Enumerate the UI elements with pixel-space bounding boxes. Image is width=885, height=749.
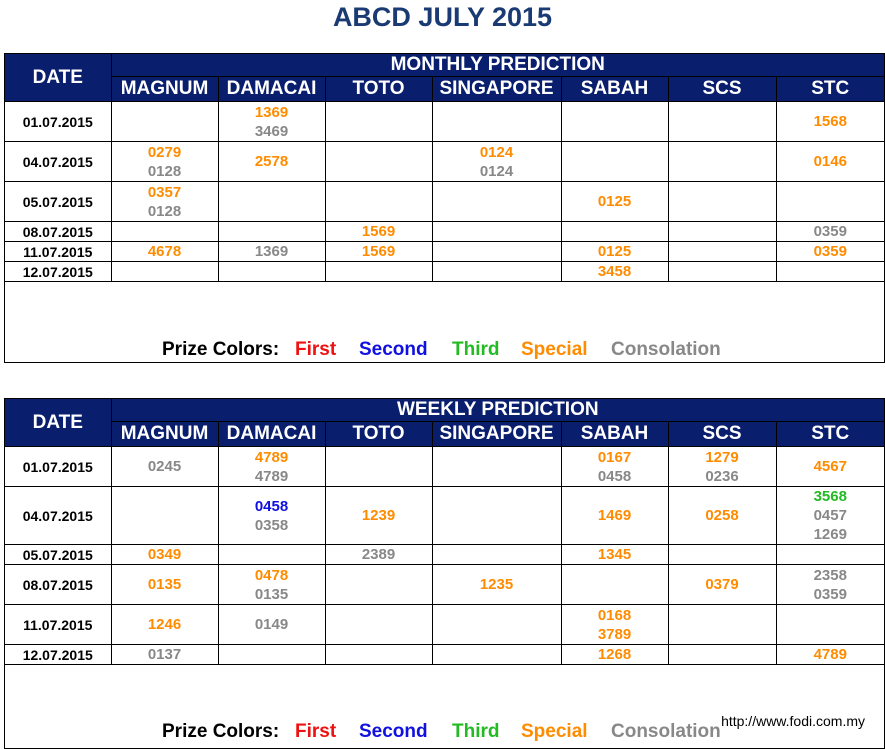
- prediction-cell-stc: [776, 645, 884, 665]
- column-header-magnum: MAGNUM: [111, 77, 218, 102]
- column-header-toto: TOTO: [325, 77, 432, 102]
- page-title: ABCD JULY 2015: [332, 2, 553, 32]
- table-row: [5, 447, 884, 487]
- predicted-number: 0125: [597, 193, 632, 210]
- column-header-scs: SCS: [668, 422, 776, 447]
- row-date: 11.07.2015: [5, 242, 111, 262]
- prediction-cell-magnum: [111, 645, 218, 665]
- prediction-cell-toto: [325, 565, 432, 605]
- prediction-cell-singapore: [432, 565, 561, 605]
- predicted-number: 0128: [147, 202, 182, 220]
- table-row: [5, 605, 884, 645]
- row-date: 08.07.2015: [5, 222, 111, 242]
- prediction-cell-damacai: [218, 545, 325, 565]
- legend-special: Special: [521, 721, 588, 742]
- column-header-singapore: SINGAPORE: [432, 422, 561, 447]
- predicted-number: 4789: [813, 646, 847, 663]
- prediction-cell-magnum: [111, 242, 218, 262]
- weekly-column-headers: [5, 422, 884, 447]
- predicted-number: 1568: [813, 113, 847, 130]
- column-header-singapore: SINGAPORE: [432, 77, 561, 102]
- predicted-number: 2389: [361, 546, 396, 563]
- prediction-cell-magnum: [111, 565, 218, 605]
- prediction-cell-magnum: [111, 487, 218, 545]
- prediction-cell-toto: [325, 182, 432, 222]
- predicted-number: 1569: [361, 243, 396, 260]
- prediction-cell-toto: [325, 102, 432, 142]
- predicted-number: 1269: [813, 526, 847, 543]
- predicted-number: 4567: [813, 458, 847, 475]
- prediction-cell-damacai: [218, 222, 325, 242]
- prediction-cell-scs: [668, 545, 776, 565]
- prediction-cell-sabah: [561, 605, 668, 645]
- predicted-number: 4678: [147, 243, 182, 260]
- empty-filler-row: [5, 665, 884, 667]
- prediction-cell-singapore: [432, 447, 561, 487]
- predicted-number: 0149: [254, 616, 289, 633]
- legend-first: First: [295, 339, 337, 360]
- prediction-cell-scs: [668, 487, 776, 545]
- prediction-cell-scs: [668, 242, 776, 262]
- predicted-number: 0125: [597, 243, 632, 260]
- weekly-title: WEEKLY PREDICTION: [111, 399, 884, 422]
- prediction-cell-magnum: [111, 182, 218, 222]
- predicted-number: 0379: [705, 576, 739, 593]
- prediction-cell-damacai: [218, 487, 325, 545]
- prediction-cell-toto: [325, 142, 432, 182]
- predicted-number: 3469: [254, 122, 289, 140]
- predicted-number: 0168: [597, 606, 632, 624]
- predicted-number: 1369: [254, 243, 289, 260]
- table-row: [5, 242, 884, 262]
- predicted-number: 1469: [597, 507, 632, 524]
- row-date: 04.07.2015: [5, 142, 111, 182]
- predicted-number: 1235: [479, 576, 514, 593]
- table-row: [5, 645, 884, 665]
- legend-special: Special: [521, 339, 588, 360]
- prediction-cell-singapore: [432, 142, 561, 182]
- prediction-cell-scs: [668, 447, 776, 487]
- prediction-cell-singapore: [432, 222, 561, 242]
- prediction-cell-scs: [668, 142, 776, 182]
- predicted-number: 1268: [597, 646, 632, 663]
- legend-first: First: [295, 721, 337, 742]
- column-header-magnum: MAGNUM: [111, 422, 218, 447]
- prediction-cell-singapore: [432, 262, 561, 282]
- predicted-number: 1279: [705, 448, 739, 466]
- row-date: 12.07.2015: [5, 645, 111, 665]
- predicted-number: 4789: [254, 467, 289, 485]
- prediction-cell-stc: [776, 565, 884, 605]
- predicted-number: 0124: [479, 162, 514, 180]
- prediction-cell-damacai: [218, 447, 325, 487]
- predicted-number: 0128: [147, 162, 182, 180]
- prediction-cell-scs: [668, 182, 776, 222]
- predicted-number: 0279: [147, 143, 182, 161]
- footer-url: http://www.fodi.com.my: [721, 713, 865, 729]
- prediction-cell-damacai: [218, 565, 325, 605]
- prediction-cell-sabah: [561, 242, 668, 262]
- legend-label: Prize Colors:: [162, 721, 280, 742]
- prediction-cell-stc: [776, 487, 884, 545]
- table-row: [5, 142, 884, 182]
- row-date: 12.07.2015: [5, 262, 111, 282]
- table-row: [5, 545, 884, 565]
- prediction-cell-toto: [325, 545, 432, 565]
- prediction-cell-damacai: [218, 262, 325, 282]
- prediction-cell-sabah: [561, 182, 668, 222]
- prediction-cell-sabah: [561, 102, 668, 142]
- prediction-cell-stc: [776, 182, 884, 222]
- table-row: [5, 487, 884, 545]
- prediction-cell-scs: [668, 605, 776, 645]
- prediction-cell-toto: [325, 447, 432, 487]
- predicted-number: 0359: [813, 585, 847, 603]
- predicted-number: 0167: [597, 448, 632, 466]
- row-date: 08.07.2015: [5, 565, 111, 605]
- predicted-number: 1246: [147, 616, 182, 633]
- date-header: DATE: [5, 54, 111, 102]
- prediction-cell-magnum: [111, 545, 218, 565]
- predicted-number: 1369: [254, 103, 289, 121]
- legend-consolation: Consolation: [611, 339, 721, 360]
- prediction-cell-damacai: [218, 645, 325, 665]
- predicted-number: 0236: [705, 467, 739, 485]
- predicted-number: 0358: [254, 516, 289, 534]
- predicted-number: 0458: [597, 467, 632, 485]
- prediction-cell-stc: [776, 142, 884, 182]
- prediction-cell-toto: [325, 242, 432, 262]
- legend-third: Third: [452, 721, 500, 742]
- prediction-cell-toto: [325, 487, 432, 545]
- prediction-cell-sabah: [561, 447, 668, 487]
- weekly-prediction-panel: [4, 398, 885, 749]
- row-date: 05.07.2015: [5, 545, 111, 565]
- table-row: [5, 262, 884, 282]
- legend-third: Third: [452, 339, 500, 360]
- prediction-cell-scs: [668, 102, 776, 142]
- predicted-number: 2578: [254, 153, 289, 170]
- column-header-stc: STC: [776, 422, 884, 447]
- column-header-sabah: SABAH: [561, 77, 668, 102]
- monthly-prediction-table: [5, 54, 884, 283]
- prediction-cell-sabah: [561, 222, 668, 242]
- prediction-cell-scs: [668, 262, 776, 282]
- legend-consolation: Consolation: [611, 721, 721, 742]
- predicted-number: 0135: [254, 585, 289, 603]
- predicted-number: 4789: [254, 448, 289, 466]
- prediction-cell-damacai: [218, 142, 325, 182]
- prediction-cell-toto: [325, 605, 432, 645]
- row-date: 11.07.2015: [5, 605, 111, 645]
- row-date: 05.07.2015: [5, 182, 111, 222]
- prediction-cell-singapore: [432, 487, 561, 545]
- prediction-cell-damacai: [218, 182, 325, 222]
- prediction-cell-scs: [668, 222, 776, 242]
- prediction-cell-scs: [668, 565, 776, 605]
- prediction-cell-magnum: [111, 102, 218, 142]
- predicted-number: 3458: [597, 263, 632, 280]
- prediction-cell-scs: [668, 645, 776, 665]
- prediction-cell-stc: [776, 242, 884, 262]
- row-date: 04.07.2015: [5, 487, 111, 545]
- prediction-cell-damacai: [218, 242, 325, 262]
- prediction-cell-magnum: [111, 447, 218, 487]
- prediction-cell-toto: [325, 222, 432, 242]
- predicted-number: 0458: [254, 497, 289, 515]
- column-header-toto: TOTO: [325, 422, 432, 447]
- prediction-cell-sabah: [561, 565, 668, 605]
- prediction-cell-singapore: [432, 182, 561, 222]
- prediction-cell-stc: [776, 262, 884, 282]
- prediction-cell-sabah: [561, 262, 668, 282]
- predicted-number: 0245: [147, 458, 182, 475]
- predicted-number: 0359: [813, 223, 847, 240]
- predicted-number: 0258: [705, 507, 739, 524]
- weekly-prediction-table: [5, 399, 884, 666]
- predicted-number: 2358: [813, 566, 847, 584]
- legend-second: Second: [359, 721, 428, 742]
- predicted-number: 1239: [361, 507, 396, 524]
- predicted-number: 0124: [479, 143, 514, 161]
- prediction-cell-stc: [776, 447, 884, 487]
- predicted-number: 0478: [254, 566, 289, 584]
- prediction-cell-singapore: [432, 545, 561, 565]
- predicted-number: 0135: [147, 576, 182, 593]
- prediction-cell-stc: [776, 605, 884, 645]
- column-header-sabah: SABAH: [561, 422, 668, 447]
- predicted-number: 1345: [597, 546, 632, 563]
- table-row: [5, 182, 884, 222]
- prediction-cell-toto: [325, 262, 432, 282]
- row-date: 01.07.2015: [5, 102, 111, 142]
- prediction-cell-sabah: [561, 142, 668, 182]
- prediction-cell-sabah: [561, 645, 668, 665]
- prediction-cell-singapore: [432, 242, 561, 262]
- prediction-cell-magnum: [111, 142, 218, 182]
- prediction-cell-stc: [776, 222, 884, 242]
- prediction-cell-magnum: [111, 222, 218, 242]
- monthly-title: MONTHLY PREDICTION: [111, 54, 884, 77]
- monthly-column-headers: [5, 77, 884, 102]
- legend-label: Prize Colors:: [162, 339, 280, 360]
- prediction-cell-magnum: [111, 262, 218, 282]
- column-header-scs: SCS: [668, 77, 776, 102]
- prediction-cell-singapore: [432, 102, 561, 142]
- row-date: 01.07.2015: [5, 447, 111, 487]
- prediction-cell-damacai: [218, 605, 325, 645]
- legend-second: Second: [359, 339, 428, 360]
- prediction-cell-stc: [776, 102, 884, 142]
- predicted-number: 1569: [361, 223, 396, 240]
- table-row: [5, 102, 884, 142]
- column-header-stc: STC: [776, 77, 884, 102]
- predicted-number: 0359: [813, 243, 847, 260]
- prediction-cell-damacai: [218, 102, 325, 142]
- predicted-number: 3568: [813, 488, 847, 505]
- table-row: [5, 222, 884, 242]
- predicted-number: 3789: [597, 625, 632, 643]
- empty-filler-row: [5, 282, 884, 284]
- prediction-cell-sabah: [561, 545, 668, 565]
- column-header-damacai: DAMACAI: [218, 77, 325, 102]
- predicted-number: 0146: [813, 153, 847, 170]
- date-header: DATE: [5, 399, 111, 447]
- prediction-cell-magnum: [111, 605, 218, 645]
- column-header-damacai: DAMACAI: [218, 422, 325, 447]
- prediction-cell-stc: [776, 545, 884, 565]
- prediction-cell-singapore: [432, 645, 561, 665]
- monthly-prediction-panel: [4, 53, 885, 363]
- predicted-number: 0349: [147, 546, 182, 563]
- prediction-cell-sabah: [561, 487, 668, 545]
- table-row: [5, 565, 884, 605]
- predicted-number: 0457: [813, 507, 847, 524]
- predicted-number: 0357: [147, 183, 182, 201]
- prediction-cell-toto: [325, 645, 432, 665]
- predicted-number: 0137: [147, 646, 182, 663]
- prediction-cell-singapore: [432, 605, 561, 645]
